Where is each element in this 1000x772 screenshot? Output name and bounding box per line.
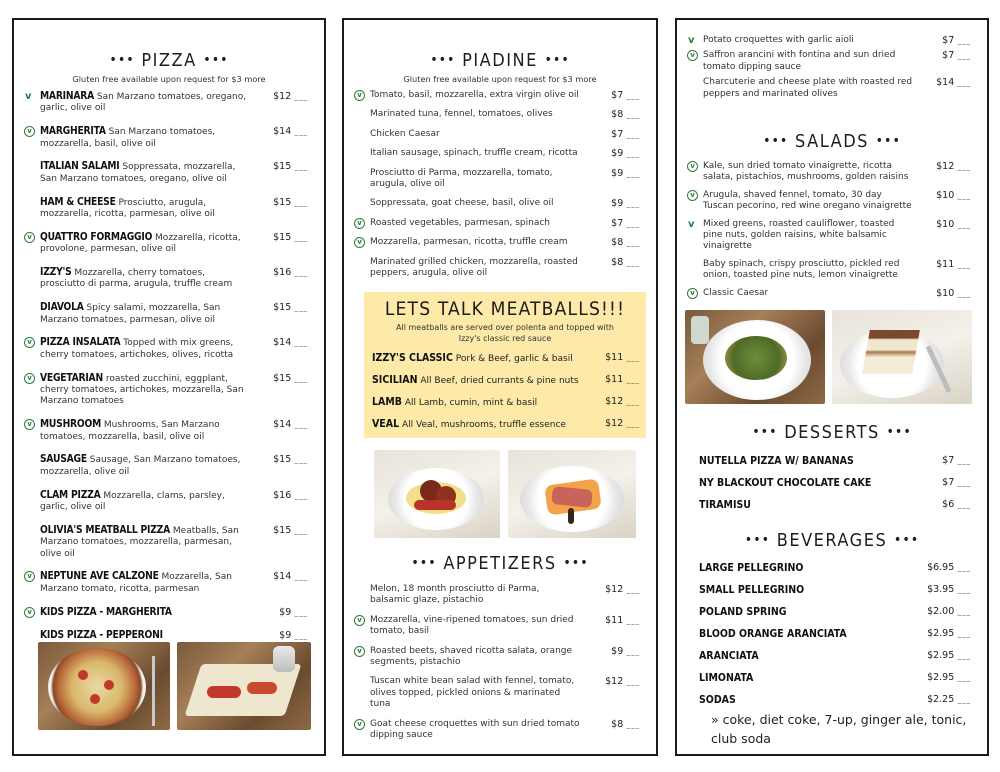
menu-item-price: $6.95 ___ — [927, 557, 971, 579]
menu-item-name: IZZY'S — [40, 267, 72, 279]
vegetarian-v-icon: v — [688, 35, 695, 46]
menu-item-price: $7 ___ — [942, 35, 971, 47]
title-dots-left: ••• — [109, 52, 135, 68]
title-dots-right: ••• — [203, 52, 229, 68]
menu-item-price: $8 ___ — [611, 109, 640, 121]
menu-item-price: $2.95 ___ — [927, 623, 971, 645]
meatball-item-price: $12 ___ — [605, 413, 640, 435]
menu-item — [344, 237, 656, 248]
photo-kale-salad — [685, 310, 825, 404]
menu-item-description: Spicy salami, mozzarella, San Marzano tomatoes, parmesan, olive oil — [40, 303, 221, 325]
menu-item-description: Chicken Caesar — [370, 128, 440, 139]
menu-item-description: Charcuterie and cheese plate with roasted red peppers and marinated olives — [703, 77, 913, 99]
menu-item-price: $12 ___ — [605, 676, 640, 688]
meatballs-title: LETS TALK MEATBALLS!!! — [384, 298, 626, 320]
meatballs-note: All meatballs are served over polenta and topped with Izzy's classic red sauce — [396, 323, 614, 343]
title-dots-left: ••• — [411, 555, 437, 571]
vegetarian-circle-icon: v — [24, 571, 35, 582]
menu-item-name: TIRAMISU — [699, 499, 751, 511]
menu-item — [677, 623, 987, 645]
menu-item-name: KIDS PIZZA - PEPPERONI — [40, 630, 163, 642]
menu-item-description: Classic Caesar — [703, 287, 769, 298]
menu-item — [677, 288, 987, 299]
salads-title-text: SALADS — [795, 131, 869, 152]
menu-item — [677, 601, 987, 623]
menu-item-price: $12 ___ — [273, 91, 308, 103]
menu-item-description: Potato croquettes with garlic aioli — [703, 35, 854, 45]
menu-item-name: BLOOD ORANGE ARANCIATA — [699, 628, 847, 640]
menu-item-name: SODAS — [699, 694, 736, 706]
title-dots-right: ••• — [893, 532, 920, 548]
vegetarian-circle-icon: v — [687, 161, 698, 172]
menu-item-name: SMALL PELLEGRINO — [699, 584, 805, 596]
menu-item — [344, 148, 656, 159]
menu-item-price: $15 ___ — [273, 454, 308, 466]
vegetarian-circle-icon: v — [354, 218, 365, 229]
menu-item-name: HAM & CHEESE — [40, 196, 116, 208]
menu-item — [14, 232, 324, 256]
menu-item-description: Marinated grilled chicken, mozzarella, roasted peppers, arugula, olive oil — [370, 256, 578, 279]
menu-item — [677, 689, 987, 711]
menu-item — [344, 109, 656, 120]
menu-item-description: Soppressata, mozzarella, San Marzano tomatoes, oregano, olive oil — [40, 162, 236, 184]
menu-item-name: NY BLACKOUT CHOCOLATE CAKE — [699, 477, 872, 489]
desserts-title-text: DESSERTS — [784, 422, 880, 443]
menu-item — [344, 90, 656, 101]
menu-item-description: Melon, 18 month prosciutto di Parma, balsamic glaze, pistachio — [370, 584, 540, 606]
menu-item-price: $14 ___ — [936, 77, 971, 89]
menu-item-name: ITALIAN SALAMI — [40, 161, 120, 173]
menu-item-price: $15 ___ — [273, 232, 308, 244]
menu-item-name: MARGHERITA — [40, 126, 106, 138]
menu-item — [14, 490, 324, 514]
menu-item — [14, 454, 324, 478]
menu-item — [14, 267, 324, 291]
title-dots-right: ••• — [563, 555, 589, 571]
meatball-item — [364, 369, 646, 391]
salads-list — [677, 161, 987, 305]
menu-item — [14, 373, 324, 408]
menu-item-description: Mozzarella, San Marzano tomato, ricotta, parmesan — [40, 572, 232, 594]
pizza-title — [14, 50, 324, 73]
piadine-title — [344, 50, 656, 73]
menu-item — [677, 259, 987, 282]
vegetarian-circle-icon: v — [24, 232, 35, 243]
menu-item — [677, 557, 987, 579]
piadine-panel — [342, 18, 658, 756]
menu-item-description: Goat cheese croquettes with sun dried tomato dipping sauce — [370, 718, 580, 741]
menu-item-description: Prosciutto, arugula, mozzarella, ricotta, parmesan, olive oil — [40, 197, 215, 220]
menu-item-name: SAUSAGE — [40, 454, 87, 466]
menu-item — [14, 302, 324, 326]
menu-item-description: Mozzarella, ricotta, provolone, parmesan, olive oil — [40, 232, 241, 255]
menu-item — [677, 450, 987, 472]
menu-item-price: $10 ___ — [936, 288, 971, 300]
pizza-panel — [12, 18, 326, 756]
meatball-item-price: $11 ___ — [605, 369, 640, 391]
menu-item — [677, 190, 987, 213]
meatball-item — [364, 347, 646, 369]
meatball-item-name: VEAL — [372, 418, 400, 430]
menu-item-description: Mixed greens, roasted cauliflower, toasted pine nuts, golden raisins, white balsamic vinaigrette — [703, 218, 895, 252]
meatballs-list — [364, 347, 646, 435]
menu-item-description: Saffron arancini with fontina and sun dried tomato dipping sauce — [703, 50, 896, 72]
menu-item-price: $9 ___ — [279, 607, 308, 619]
menu-item-price: $9 ___ — [611, 168, 640, 180]
menu-item — [14, 571, 324, 595]
pizza-gluten-note: Gluten free available upon request for $3 more — [72, 74, 266, 84]
meatball-item-name: IZZY'S CLASSIC — [372, 352, 453, 364]
vegetarian-circle-icon: v — [354, 615, 365, 626]
menu-item-name: KIDS PIZZA - MARGHERITA — [40, 606, 172, 618]
vegetarian-circle-icon: v — [687, 288, 698, 299]
menu-item-price: $15 ___ — [273, 197, 308, 209]
menu-item — [677, 494, 987, 516]
menu-item — [344, 676, 656, 710]
photo-tiramisu — [832, 310, 972, 404]
menu-item — [677, 35, 987, 46]
menu-item — [677, 645, 987, 667]
menu-item-name: MUSHROOM — [40, 419, 101, 431]
menu-item-description: Mozzarella, parmesan, ricotta, truffle cream — [370, 237, 568, 248]
menu-item-price: $15 ___ — [273, 161, 308, 173]
menu-item-name: LARGE PELLEGRINO — [699, 562, 804, 574]
menu-item-description: Kale, sun dried tomato vinaigrette, ricotta salata, pistachios, mushrooms, golden raisins — [703, 161, 909, 183]
menu-item-name: NUTELLA PIZZA W/ BANANAS — [699, 455, 854, 467]
meatball-item — [364, 413, 646, 435]
menu-item — [14, 161, 324, 185]
menu-item-price: $9 ___ — [279, 630, 308, 642]
menu-item-price: $12 ___ — [605, 584, 640, 596]
menu-item — [677, 77, 987, 100]
vegetarian-circle-icon: v — [24, 419, 35, 430]
menu-item-price: $9 ___ — [611, 198, 640, 210]
menu-item-price: $9 ___ — [611, 148, 640, 160]
vegetarian-circle-icon: v — [687, 50, 698, 61]
menu-item-price: $6 ___ — [942, 494, 971, 516]
title-dots-right: ••• — [875, 133, 901, 149]
menu-item-description: Roasted vegetables, parmesan, spinach — [370, 217, 550, 228]
vegetarian-circle-icon: v — [24, 373, 35, 384]
menu-item-name: DIAVOLA — [40, 302, 84, 314]
menu-item-description: Italian sausage, spinach, truffle cream, ricotta — [370, 148, 578, 159]
menu-item — [344, 257, 656, 280]
menu-item-price: $10 ___ — [936, 190, 971, 202]
menu-item-description: Arugula, shaved fennel, tomato, 30 day Tuscan pecorino, red wine oregano vinaigrette — [703, 189, 912, 212]
menu-item — [14, 630, 324, 642]
meatball-item-description: Pork & Beef, garlic & basil — [455, 354, 573, 364]
menu-item-name: OLIVIA'S MEATBALL PIZZA — [40, 524, 171, 536]
vegetarian-v-icon: v — [688, 218, 695, 230]
vegetarian-circle-icon: v — [354, 719, 365, 730]
menu-item-price: $16 ___ — [273, 267, 308, 279]
menu-item — [14, 126, 324, 150]
piadine-list — [344, 90, 656, 287]
menu-item-price: $11 ___ — [605, 615, 640, 627]
menu-item — [677, 50, 987, 73]
menu-item-price: $14 ___ — [273, 419, 308, 431]
photo-piadina — [177, 642, 311, 730]
beverages-title-text: BEVERAGES — [776, 530, 888, 551]
menu-item-name: PIZZA INSALATA — [40, 337, 121, 349]
photo-margherita-pizza — [38, 642, 170, 730]
menu-item-name: QUATTRO FORMAGGIO — [40, 231, 153, 243]
menu-item-name: POLAND SPRING — [699, 606, 787, 618]
menu-item-price: $16 ___ — [273, 490, 308, 502]
menu-item-name: NEPTUNE AVE CALZONE — [40, 571, 159, 583]
salads-panel — [675, 18, 989, 756]
beverages-title — [677, 530, 987, 553]
menu-item — [677, 472, 987, 494]
appetizers-continued-list — [677, 35, 987, 104]
menu-item — [344, 218, 656, 229]
vegetarian-circle-icon: v — [354, 237, 365, 248]
menu-item-price: $2.95 ___ — [927, 667, 971, 689]
menu-item-price: $8 ___ — [611, 719, 640, 731]
menu-item-name: ARANCIATA — [699, 650, 759, 662]
appetizers-list — [344, 584, 656, 749]
salads-title — [677, 131, 987, 154]
menu-item-price: $15 ___ — [273, 302, 308, 314]
meatball-item-price: $12 ___ — [605, 391, 640, 413]
menu-item-price: $2.25 ___ — [927, 689, 971, 711]
vegetarian-circle-icon: v — [687, 190, 698, 201]
meatball-item-description: All Beef, dried currants & pine nuts — [420, 376, 579, 386]
photo-melon-prosciutto — [508, 450, 636, 538]
menu-item — [14, 197, 324, 221]
title-dots-left: ••• — [752, 424, 778, 440]
menu-item-price: $15 ___ — [273, 525, 308, 537]
menu-item-name: VEGETARIAN — [40, 372, 103, 384]
desserts-title — [677, 422, 987, 445]
menu-item-name: LIMONATA — [699, 672, 754, 684]
menu-item — [344, 646, 656, 669]
menu-item-price: $8 ___ — [611, 257, 640, 269]
appetizers-title — [344, 553, 656, 576]
meatball-item-name: SICILIAN — [372, 374, 418, 386]
menu-item-description: Mozzarella, cherry tomatoes, prosciutto di parma, arugula, truffle cream — [40, 268, 233, 290]
meatball-item-name: LAMB — [372, 396, 402, 408]
meatballs-box — [364, 292, 646, 438]
menu-item-price: $11 ___ — [936, 259, 971, 271]
menu-item-description: Baby spinach, crispy prosciutto, pickled red onion, toasted pine nuts, lemon vinaigrette — [703, 258, 900, 281]
menu-item-price: $7 ___ — [942, 450, 971, 472]
menu-item-description: Mushrooms, San Marzano tomatoes, mozzarella, basil, olive oil — [40, 420, 220, 442]
menu-item-price: $2.95 ___ — [927, 645, 971, 667]
menu-item-description: San Marzano tomatoes, oregano, garlic, olive oil — [40, 92, 247, 114]
meatball-item-description: All Veal, mushrooms, truffle essence — [401, 420, 566, 430]
menu-item-price: $7 ___ — [942, 50, 971, 62]
vegetarian-circle-icon: v — [24, 607, 35, 618]
vegetarian-circle-icon: v — [354, 90, 365, 101]
meatball-item-description: All Lamb, cumin, mint & basil — [404, 398, 538, 408]
menu-item — [677, 579, 987, 601]
menu-item-price: $3.95 ___ — [927, 579, 971, 601]
menu-item — [344, 198, 656, 209]
title-dots-right: ••• — [886, 424, 912, 440]
menu-item — [344, 129, 656, 140]
menu-item-description: Roasted beets, shaved ricotta salata, orange segments, pistachio — [370, 645, 573, 668]
vegetarian-v-icon: v — [25, 91, 32, 102]
menu-item-description: Tomato, basil, mozzarella, extra virgin olive oil — [370, 90, 579, 100]
menu-item — [344, 615, 656, 638]
menu-item-price: $2.00 ___ — [927, 601, 971, 623]
menu-item-description: Sausage, San Marzano tomatoes, mozzarella, olive oil — [40, 455, 241, 477]
menu-item-price: $8 ___ — [611, 237, 640, 249]
menu-item-description: Prosciutto di Parma, mozzarella, tomato, arugula, olive oil — [370, 167, 553, 190]
piadine-title-text: PIADINE — [462, 50, 538, 71]
title-dots-left: ••• — [744, 532, 771, 548]
appetizers-title-text: APPETIZERS — [443, 553, 557, 574]
menu-item-price: $12 ___ — [936, 161, 971, 173]
vegetarian-circle-icon: v — [24, 126, 35, 137]
menu-item-price: $10 ___ — [936, 219, 971, 231]
menu-item — [14, 607, 324, 619]
menu-item-description: Marinated tuna, fennel, tomatoes, olives — [370, 109, 553, 120]
menu-item — [344, 168, 656, 191]
menu-item-price: $14 ___ — [273, 337, 308, 349]
menu-item-description: Tuscan white bean salad with fennel, tomato, olives topped, pickled onions & marinated tuna — [370, 676, 575, 710]
menu-item-name: MARINARA — [40, 91, 94, 102]
menu-item-description: Mozzarella, clams, parsley, garlic, olive oil — [40, 490, 225, 513]
menu-item-price: $7 ___ — [611, 90, 640, 102]
menu-item-description: roasted zucchini, eggplant, cherry tomatoes, artichokes, mozzarella, San Marzano tomatoes — [40, 373, 244, 407]
menu-item — [344, 719, 656, 742]
pizza-list — [14, 91, 324, 654]
menu-item-description: San Marzano tomatoes, mozzarella, basil, olive oil — [40, 127, 216, 149]
menu-item — [677, 219, 987, 253]
menu-item-price: $7 ___ — [611, 129, 640, 141]
title-dots-right: ••• — [544, 52, 570, 68]
title-dots-left: ••• — [430, 52, 456, 68]
menu-item-description: Soppressata, goat cheese, basil, olive oil — [370, 198, 554, 209]
menu-item — [344, 584, 656, 607]
menu-item — [14, 337, 324, 361]
menu-item-description: Meatballs, San Marzano tomatoes, mozzarella, parmesan, olive oil — [40, 525, 239, 559]
menu-item-description: Topped with mix greens, cherry tomatoes, artichokes, olives, ricotta — [40, 338, 234, 360]
photo-meatball-polenta — [374, 450, 500, 538]
menu-item-price: $9 ___ — [611, 646, 640, 658]
menu-item — [14, 525, 324, 560]
meatball-item-price: $11 ___ — [605, 347, 640, 369]
desserts-list — [677, 450, 987, 516]
menu-item-price: $14 ___ — [273, 126, 308, 138]
menu-item-price: $15 ___ — [273, 373, 308, 385]
vegetarian-circle-icon: v — [354, 646, 365, 657]
pizza-title-text: PIZZA — [141, 50, 197, 71]
menu-item — [677, 161, 987, 184]
menu-item-price: $7 ___ — [942, 472, 971, 494]
menu-item-price: $14 ___ — [273, 571, 308, 583]
beverages-list — [677, 557, 987, 711]
menu-item — [14, 419, 324, 443]
vegetarian-circle-icon: v — [24, 337, 35, 348]
menu-item-price: $7 ___ — [611, 218, 640, 230]
menu-item — [677, 667, 987, 689]
menu-item-description: Mozzarella, vine-ripened tomatoes, sun dried tomato, basil — [370, 614, 574, 637]
soda-options-note: » coke, diet coke, 7-up, ginger ale, tonic, club soda — [711, 712, 967, 746]
menu-item — [14, 91, 324, 115]
title-dots-left: ••• — [763, 133, 789, 149]
meatball-item — [364, 391, 646, 413]
menu-item-name: CLAM PIZZA — [40, 489, 101, 501]
piadine-gluten-note: Gluten free available upon request for $3 more — [403, 74, 597, 84]
